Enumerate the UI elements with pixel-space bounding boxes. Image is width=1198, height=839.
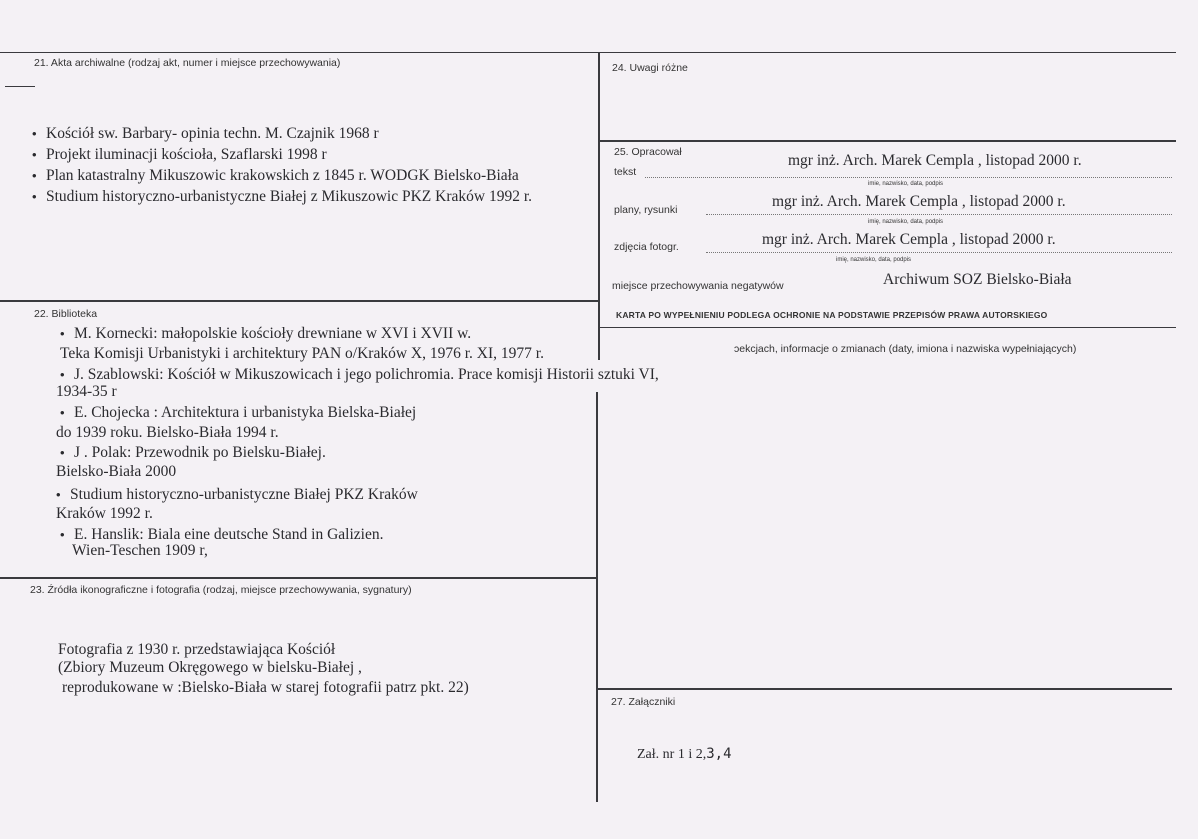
tekst-label: tekst [614,166,637,178]
section-21-label: 21. Akta archiwalne (rodzaj akt, numer i miejsce przechowywania) [34,57,341,69]
attachments-printed: 1 i 2, [677,747,707,762]
bibliography-line: • J . Polak: Przewodnik po Bielsku-Białej. [60,444,326,462]
zdjecia-label: zdjęcia fotogr. [614,241,679,253]
plany-value: mgr inż. Arch. Marek Cempla , listopad 2000 r. [772,193,1066,210]
top-rule [0,52,1176,53]
negatywy-value: Archiwum SOZ Bielsko-Biała [883,271,1072,288]
tekst-dotted-line [645,177,1172,178]
bibliography-line: Kraków 1992 r. [56,505,153,522]
plany-dotted-line [706,214,1172,215]
bibliography-line: • E. Hanslik: Biala eine deutsche Stand in Galizien. [60,526,384,544]
bibliography-line: Teka Komisji Urbanistyki i architektury PAN o/Kraków X, 1976 r. XI, 1977 r. [60,345,544,362]
section-24-label: 24. Uwagi różne [612,62,688,74]
vertical-divider-lower [596,392,598,802]
section-25-label: 25. Opracował [614,146,682,158]
negatywy-label: miejsce przechowywania negatywów [612,280,784,292]
archive-item: • Kościół sw. Barbary- opinia techn. M. Czajnik 1968 r [32,125,379,143]
zdjecia-dotted-line [706,252,1172,253]
bibliography-line: • J. Szablowski: Kościół w Mikuszowicach i jego polichromia. Prace komisji Historii sztuki VI, [60,366,659,384]
margin-mark [5,86,35,87]
archive-item: • Projekt iluminacji kościoła, Szaflarski 1998 r [32,146,327,164]
divider-22-23 [0,577,598,579]
archive-item: • Studium historyczno-urbanistyczne Białej z Mikuszowic PKZ Kraków 1992 r. [32,188,532,206]
bibliography-line: do 1939 roku. Bielsko-Biała 1994 r. [56,424,279,441]
bibliography-line: • Studium historyczno-urbanistyczne Białej PKZ Kraków [56,486,418,504]
bibliography-line: Bielsko-Biała 2000 [56,463,177,480]
bibliography-line: • E. Chojecka : Architektura i urbanistyka Bielska-Białej [60,404,416,422]
plany-sub-label: imię, nazwisko, data, podpis [868,219,944,225]
copyright-notice: KARTA PO WYPEŁNIENIU PODLEGA OCHRONIE NA PODSTAWIE PRZEPISÓW PRAWA AUTORSKIEGO [616,310,1048,320]
section-26-label: ɔekcjach, informacje o zmianach (daty, imiona i nazwiska wypełniających) [734,343,1077,355]
divider-26-27 [598,688,1172,690]
bibliography-line: Wien-Teschen 1909 r, [72,542,208,559]
zdjecia-sub-label: imię, nazwisko, data, podpis [836,257,912,263]
tekst-value: mgr inż. Arch. Marek Cempla , listopad 2000 r. [788,152,1082,169]
divider-24-25 [600,140,1176,142]
zdjecia-value: mgr inż. Arch. Marek Cempla , listopad 2000 r. [762,231,1056,248]
divider-21-22 [0,300,598,302]
plany-label: plany, rysunki [614,204,678,216]
iconography-line: reprodukowane w :Bielsko-Biała w starej fotografii patrz pkt. 22) [62,679,469,696]
tekst-sub-label: imie, nazwisko, data, podpis [868,181,944,187]
attachments-handwritten: 3,4 [706,746,732,762]
divider-notice [600,327,1176,328]
attachments-line [637,746,732,763]
attachments-prefix: Zał. nr [637,747,675,762]
section-22-label: 22. Biblioteka [34,308,98,320]
bibliography-line: • M. Kornecki: małopolskie kościoły drewniane w XVI i XVII w. [60,325,471,343]
vertical-divider-upper [598,52,600,360]
archive-item: • Plan katastralny Mikuszowic krakowskich z 1845 r. WODGK Bielsko-Biała [32,167,519,185]
bibliography-line: 1934-35 r [56,383,117,400]
section-23-label: 23. Źródła ikonograficzne i fotografia (rodzaj, miejsce przechowywania, sygnatury) [30,584,412,596]
iconography-line: (Zbiory Muzeum Okręgowego w bielsku-Białej , [58,659,362,676]
iconography-line: Fotografia z 1930 r. przedstawiająca Kościół [58,641,336,658]
section-27-label: 27. Załączniki [611,696,676,708]
